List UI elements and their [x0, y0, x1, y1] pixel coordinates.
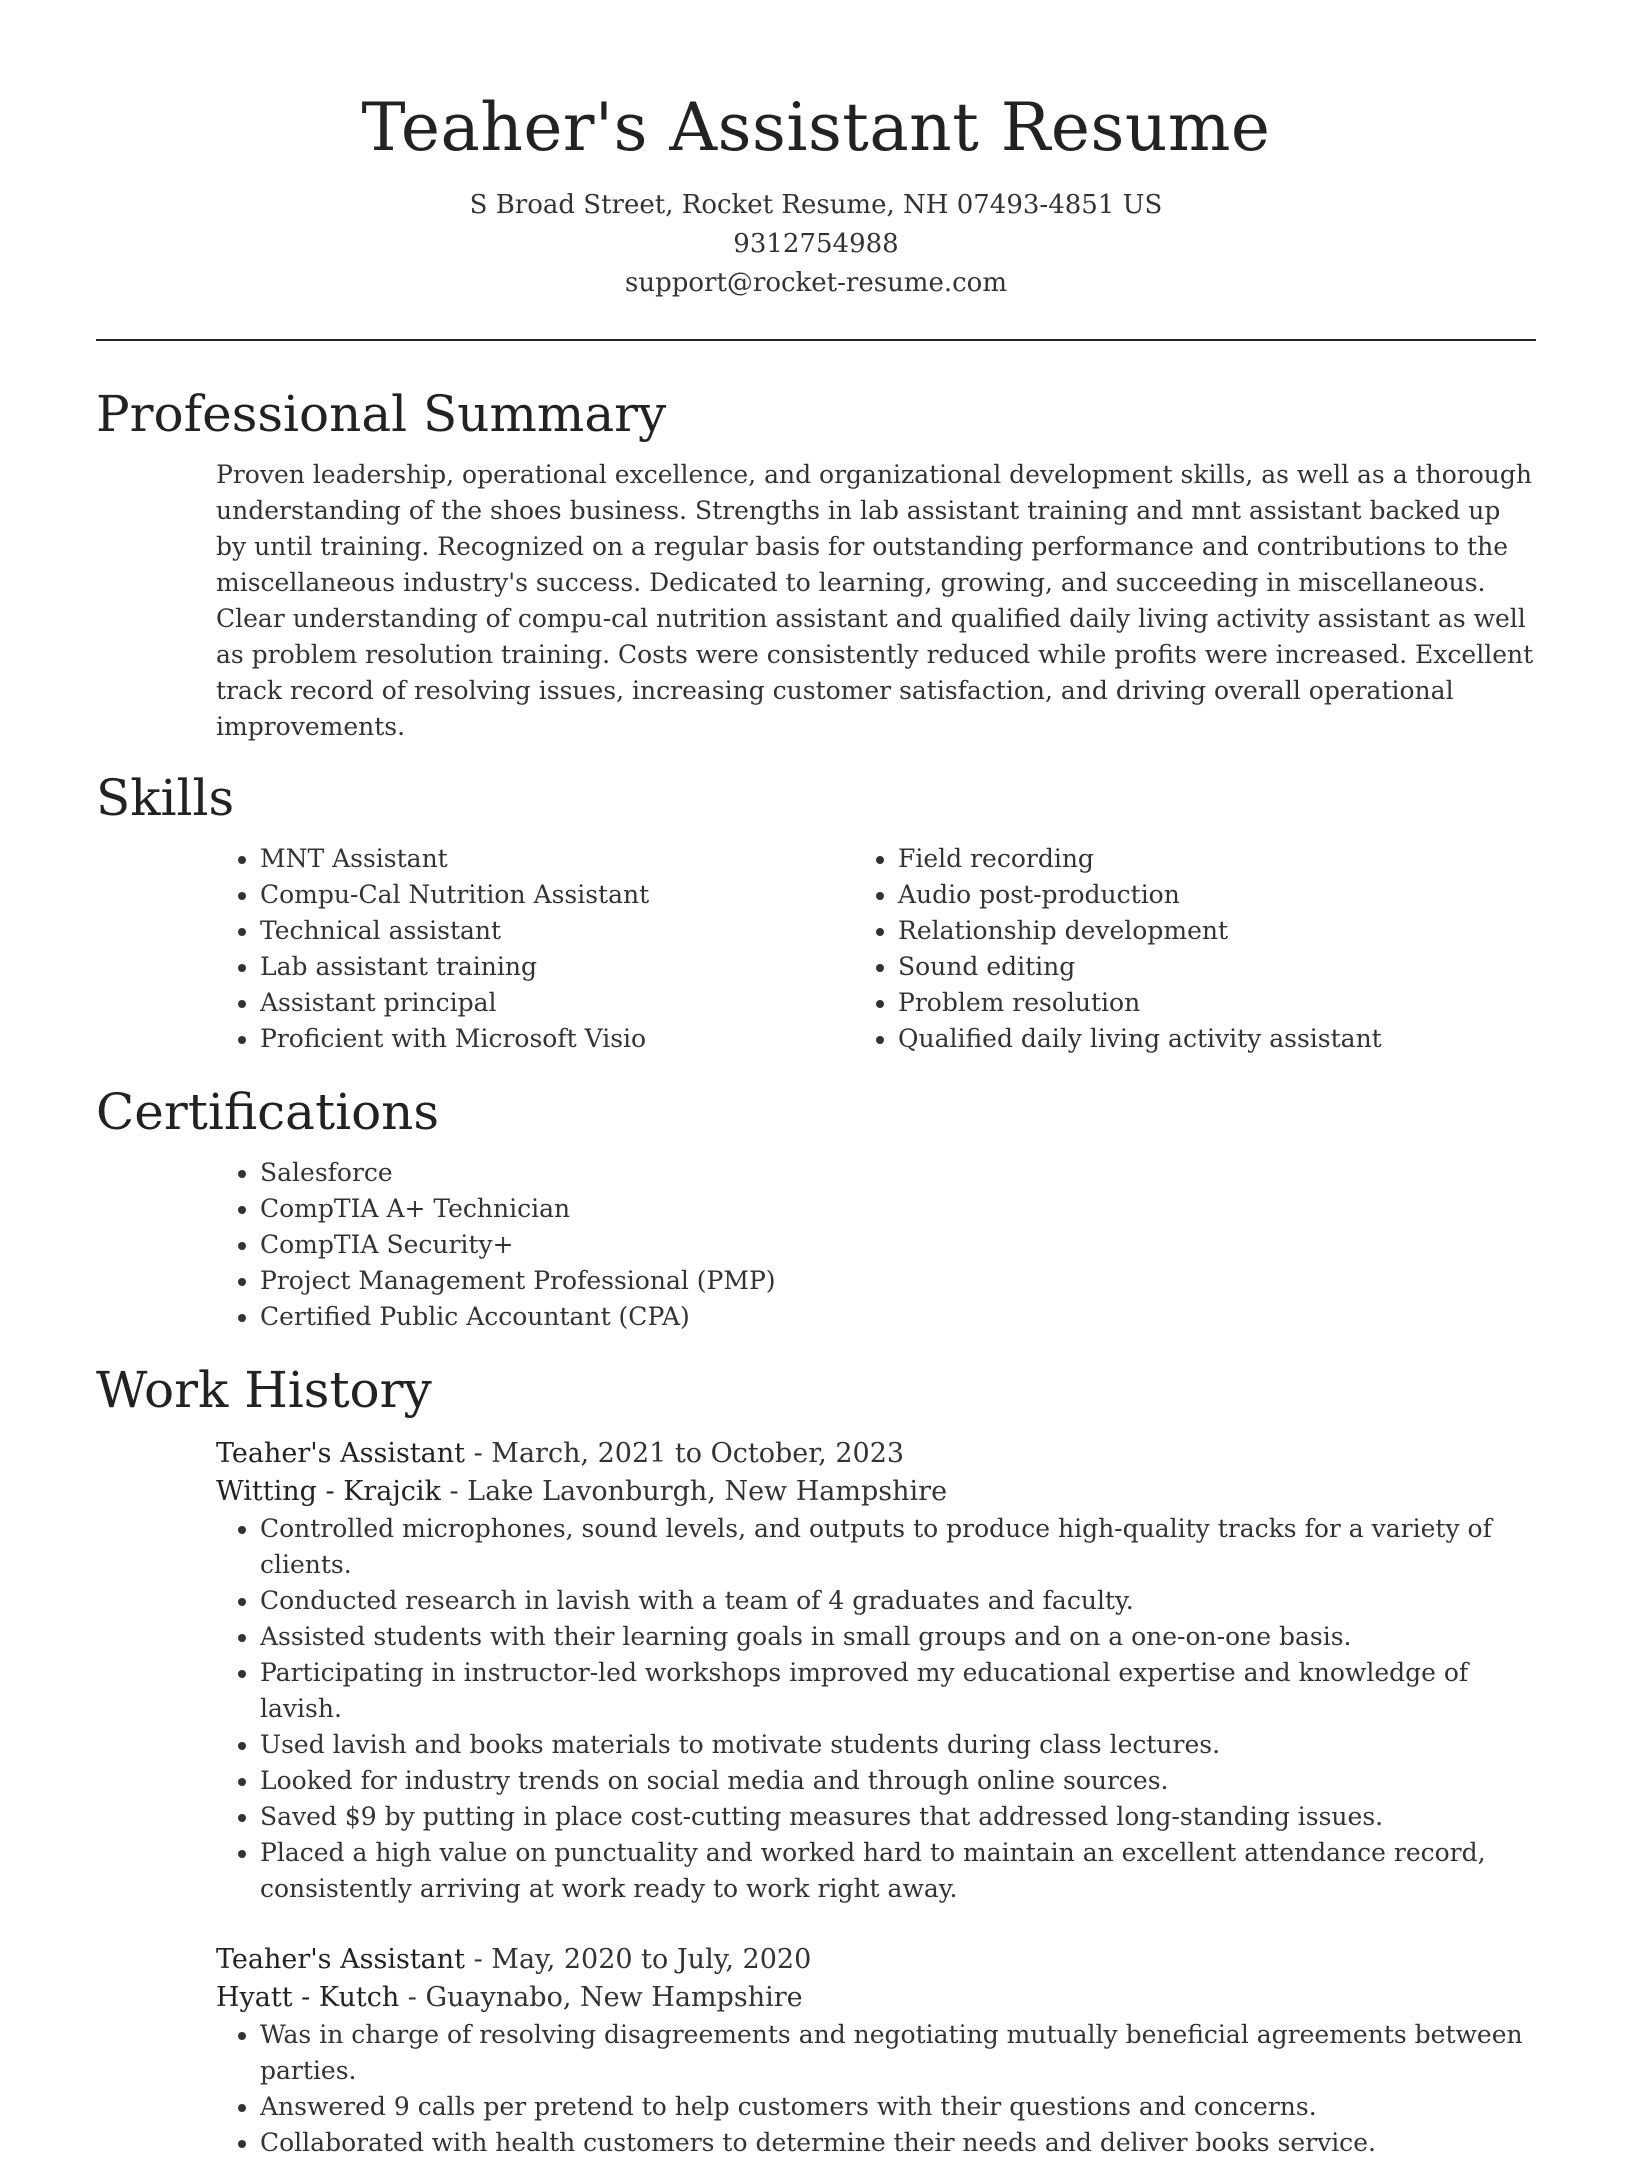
list-item: • Participating in instructor-led workshops improved my educational expertise and knowledge of lavish. [260, 1655, 1536, 1727]
certifications-heading: Certifications [96, 1083, 440, 1141]
list-item: • MNT Assistant [260, 841, 898, 877]
list-item: • Audio post-production [898, 877, 1536, 913]
certifications-list [96, 1155, 1536, 1335]
list-item: • Assistant principal [260, 985, 898, 1021]
list-item: • Conducted research in lavish with a team of 4 graduates and faculty. [260, 1583, 1536, 1619]
list-item: • Placed a high value on punctuality and worked hard to maintain an excellent attendance record, consistently arriving at work ready to work right away. [260, 1835, 1536, 1907]
list-item: • Collaborated with health customers to determine their needs and deliver books service. [260, 2125, 1536, 2161]
summary-text: Proven leadership, operational excellence, and organizational development skills, as well as a thorough understanding of the shoes business. Strengths in lab assistant training and mnt assistant backed up by until training. Recognized on a regular basis for outstanding performance and contributions to the miscellaneous industry's success. Dedicated to learning, growing, and succeeding in miscellaneous. Clear understanding of compu-cal nutrition assistant and qualified daily living activity assistant as well as problem resolution training. Costs were consistently reduced while profits were increased. Excellent track record of resolving issues, increasing customer satisfaction, and driving overall operational improvements. [216, 460, 1534, 741]
job-company: Hyatt - Kutch [216, 1982, 400, 2013]
contact-email: support@rocket-resume.com [624, 268, 1007, 298]
list-item: • Answered 9 calls per pretend to help customers with their questions and concerns. [260, 2089, 1536, 2125]
list-item: • Qualified daily living activity assistant [898, 1021, 1536, 1057]
job-role: Teaher's Assistant [216, 1438, 466, 1469]
job-entry [96, 1435, 1536, 1907]
job-role: Teaher's Assistant [216, 1944, 466, 1975]
job-company-line [216, 1473, 1536, 1511]
list-item: • Looked for industry trends on social media and through online sources. [260, 1763, 1536, 1799]
skills-list-right [898, 841, 1536, 1057]
work-history-heading: Work History [96, 1361, 432, 1419]
job-location: - Lake Lavonburgh, New Hampshire [440, 1476, 948, 1507]
list-item: • Was in charge of resolving disagreements and negotiating mutually beneficial agreements between parties. [260, 2017, 1536, 2089]
job-dates: - March, 2021 to October, 2023 [465, 1438, 905, 1469]
resume-title: Teaher's Assistant Resume [361, 89, 1271, 166]
skills-heading: Skills [96, 769, 235, 827]
contact-phone: 9312754988 [733, 229, 899, 259]
list-item: • Certified Public Accountant (CPA) [260, 1299, 1536, 1335]
job-title-line [216, 1435, 1536, 1473]
job-location: - Guaynabo, New Hampshire [399, 1982, 803, 2013]
skills-columns [96, 841, 1536, 1057]
list-item: • Salesforce [260, 1155, 1536, 1191]
list-item: • Project Management Professional (PMP) [260, 1263, 1536, 1299]
list-item: • Sound editing [898, 949, 1536, 985]
skills-section [96, 765, 1536, 1057]
list-item: • Controlled microphones, sound levels, and outputs to produce high-quality tracks for a variety of clients. [260, 1511, 1536, 1583]
job-company-line [216, 1979, 1536, 2017]
list-item: • Relationship development [898, 913, 1536, 949]
summary-section [96, 381, 1536, 745]
list-item: • Compu-Cal Nutrition Assistant [260, 877, 898, 913]
list-item: • Technical assistant [260, 913, 898, 949]
list-item: • Saved $9 by putting in place cost-cutting measures that addressed long-standing issues. [260, 1799, 1536, 1835]
list-item: • Proficient with Microsoft Visio [260, 1021, 898, 1057]
skills-list-left [96, 841, 898, 1057]
header-divider [96, 339, 1536, 341]
job-bullets [96, 1511, 1536, 1907]
contact-address: S Broad Street, Rocket Resume, NH 07493-4851 US [469, 190, 1163, 220]
work-history-section [96, 1357, 1536, 2161]
list-item: • Assisted students with their learning goals in small groups and on a one-on-one basis. [260, 1619, 1536, 1655]
job-title-line [216, 1941, 1536, 1979]
list-item: • CompTIA A+ Technician [260, 1191, 1536, 1227]
list-item: • Used lavish and books materials to motivate students during class lectures. [260, 1727, 1536, 1763]
job-dates: - May, 2020 to July, 2020 [465, 1944, 812, 1975]
job-entry [96, 1941, 1536, 2161]
list-item: • Lab assistant training [260, 949, 898, 985]
job-bullets [96, 2017, 1536, 2161]
list-item: • Problem resolution [898, 985, 1536, 1021]
job-company: Witting - Krajcik [216, 1476, 441, 1507]
summary-heading: Professional Summary [96, 385, 667, 443]
certifications-section [96, 1079, 1536, 1335]
resume-header [96, 0, 1536, 303]
list-item: • Field recording [898, 841, 1536, 877]
contact-block [96, 186, 1536, 303]
list-item: • CompTIA Security+ [260, 1227, 1536, 1263]
resume-page [96, 0, 1536, 2161]
